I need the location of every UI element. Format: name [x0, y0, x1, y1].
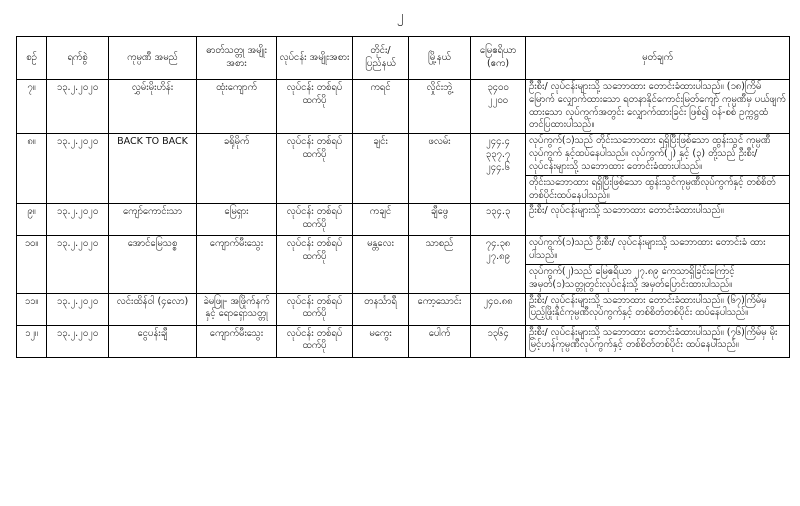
column-header: ရက်စွဲ: [47, 37, 109, 80]
row-number: ၉။: [17, 204, 47, 236]
land-area-value: ၂၄၄.၆: [486, 161, 510, 173]
row-date: ၁၃.၂.၂၀၂၀: [47, 80, 109, 134]
land-area-value: ၁၃၄.၃: [485, 206, 511, 218]
mineral-type: ထုံးကျောက်: [197, 80, 277, 134]
column-header: မြို့နယ်: [409, 37, 471, 80]
land-area: [471, 204, 526, 236]
remark-paragraph: ဦးစီး/ လုပ်ငန်းများသို့ သဘောထား တောင်းခံထားပါသည်။: [529, 205, 724, 217]
township: လှိုင်းဘွဲ့: [409, 80, 471, 134]
column-header: ဓာတ်သတ္တု အမျိုးအစား: [197, 37, 277, 80]
land-area-value: ၇၄.၃၈: [485, 238, 511, 250]
land-area: [471, 134, 526, 204]
region-state: ချင်း: [353, 134, 409, 204]
land-area-value: ၃၄၀၀: [487, 82, 509, 93]
header-row: [17, 37, 790, 80]
remarks: [526, 134, 790, 204]
row-date: ၁၃.၂.၂၀၂၀: [47, 204, 109, 236]
company-name: BACK TO BACK: [109, 134, 197, 204]
company-name: ကျော်ကောင်းသာ: [109, 204, 197, 236]
business-type: လုပ်ငန်း တစ်ရပ်ထက်ပို: [277, 134, 353, 204]
row-date: ၁၃.၂.၂၀၂၀: [47, 325, 109, 357]
land-area-value: ၂၄၀.၈၈: [483, 295, 513, 307]
region-state: တနင်္သာရီ: [353, 293, 409, 325]
township: သာစည်: [409, 236, 471, 293]
region-state: ကရင်: [353, 80, 409, 134]
business-type: လုပ်ငန်း တစ်ရပ်ထက်ပို: [277, 325, 353, 357]
land-area-value: ၃၃၇.၇: [485, 149, 511, 161]
land-area-value: ၁၃၆၄: [487, 327, 509, 339]
table-row: [17, 325, 790, 357]
business-type: လုပ်ငန်း တစ်ရပ်ထက်ပို: [277, 293, 353, 325]
table-row: [17, 293, 790, 325]
column-header: တိုင်း/ ပြည်နယ်: [353, 37, 409, 80]
land-area: [471, 80, 526, 134]
remark-paragraph: ဦးစီး/ လုပ်ငန်းများသို့ သဘောထား တောင်းခံထားပါသည်။ (၇၆)ကြိမ်မှ မိုးမြင့်ဟန်ကုမ္ပဏီလုပ်ကွက်နှင့် တစ်စိတ်တစ်ပိုင်း ထပ်နေပါသည်။: [529, 326, 778, 351]
region-state: ကချင်: [353, 204, 409, 236]
column-header: စဉ်: [17, 37, 47, 80]
remarks: [526, 80, 790, 134]
business-type: လုပ်ငန်း တစ်ရပ်ထက်ပို: [277, 204, 353, 236]
township: ပေါက်: [409, 325, 471, 357]
land-area: [471, 293, 526, 325]
township: ဖလမ်း: [409, 134, 471, 204]
mineral-type: ကျောက်မီးသွေး: [197, 325, 277, 357]
remark-paragraph: ဦးစီး/ လုပ်ငန်းများသို့ သဘောထား တောင်းခံထားပါသည်။ (၁၈)ကြိမ်မြောက် လျှောက်ထားသော ရတနာနိုင်ကောင်းမြတ်ကျော် ကုမ္ပဏီမှ ပယ်ဖျက်ထားသော လုပ်ကွက်အတွင်း လျှောက်ထားခြင်း ဖြစ်၍ ဝန်-စစ် ဥက္ကဋ္ဌထံ တင်ပြထားပါသည်။: [529, 81, 786, 131]
remark-paragraph: ဦးစီး/ လုပ်ငန်းများသို့ သဘောထား တောင်းခံထားပါသည်။ (၆၇)ကြိမ်မှ ပြည့်ဖြိုးနိုင်ကုမ္ပဏီလုပ်ကွက်နှင့် တစ်စိတ်တစ်ပိုင်း ထပ်နေပါသည်။: [529, 294, 767, 319]
row-date: ၁၃.၂.၂၀၂၀: [47, 293, 109, 325]
business-type: လုပ်ငန်း တစ်ရပ်ထက်ပို: [277, 80, 353, 134]
township: ကော့သောင်း: [409, 293, 471, 325]
remark-paragraph: လုပ်ကွက်(၁)သည် တိုင်းသဘောထား ရရှိပြီးဖြစ်သော ထွန်းသွင် ကုမ္ပဏီလုပ်ကွက် နှင့်ထပ်နေပါသည်။ လုပ်ကွက်(၂) နှင့် (၃) တို့သည် ဦးစီး/ လုပ်ငန်းများသို့ သဘောထား တောင်းခံထားပါသည်။: [529, 135, 771, 172]
mining-applications-table: [16, 36, 790, 358]
mineral-type: ခဲမဖြူ- အဖြိုက်နက်နှင့် ရောရှောသတ္တု: [197, 293, 277, 325]
company-name: လင်းထိန်ဝါ (၄လော): [109, 293, 197, 325]
row-number: ၇။: [17, 80, 47, 134]
land-area-value: ၂၂၀၀: [487, 94, 509, 106]
row-number: ၈။: [17, 134, 47, 204]
region-state: မကွေး: [353, 325, 409, 357]
mineral-type: ကျောက်မီးသွေး: [197, 236, 277, 293]
row-date: ၁၃.၂.၂၀၂၀: [47, 236, 109, 293]
land-area-value: ၂၇.၈၉: [486, 251, 510, 263]
row-date: ၁၃.၂.၂၀၂၀: [47, 134, 109, 204]
land-area: [471, 236, 526, 293]
region-state: မန္တလေး: [353, 236, 409, 293]
column-header: မှတ်ချက်: [526, 37, 790, 80]
mineral-type: မြေရှား: [197, 204, 277, 236]
row-number: ၁၂။: [17, 325, 47, 357]
remarks: [526, 236, 790, 293]
table-row: [17, 204, 790, 236]
mineral-type: ခရိုမိုက်: [197, 134, 277, 204]
remark-paragraph: တိုင်းသဘောထား ရရှိပြီးဖြစ်သော ထွန်းသွင်ကုမ္ပဏီလုပ်ကွက်နှင့် တစ်စိတ်တစ်ပိုင်းထပ်နေပါသည်။: [526, 175, 789, 204]
company-name: လွှမ်းမိုးဟိန်း: [109, 80, 197, 134]
remark-paragraph: လုပ်ကွက်(၁)သည် ဦးစီး/ လုပ်ငန်းများသို့ သဘောထား တောင်းခံ ထားပါသည်။: [529, 237, 766, 262]
business-type: လုပ်ငန်း တစ်ရပ်ထက်ပို: [277, 236, 353, 293]
column-header: မြေဧရိယာ (ဧက): [471, 37, 526, 80]
land-area: [471, 325, 526, 357]
remarks: [526, 293, 790, 325]
column-header: လုပ်ငန်း အမျိုးအစား: [277, 37, 353, 80]
remarks: [526, 325, 790, 357]
table-row: [17, 236, 790, 293]
land-area-value: ၂၄၄.၄: [486, 136, 510, 148]
company-name: ငွေပန်းချီ: [109, 325, 197, 357]
table-row: [17, 134, 790, 204]
row-number: ၁၁။: [17, 293, 47, 325]
column-header: ကုမ္ပဏီ အမည်: [109, 37, 197, 80]
row-number: ၁၀။: [17, 236, 47, 293]
table-row: [17, 80, 790, 134]
remarks: [526, 204, 790, 236]
table-body: [17, 80, 790, 358]
page-number: ၂: [396, 9, 404, 24]
remark-paragraph: လုပ်ကွက်(၂)သည် မြေဧရိယာ ၂၇.၈၉ ကေသာရှိခြင်းကြောင့် အမှတ်(၁)သတ္တုတွင်းလုပ်ငန်းသို့ အမှတ်ပြောင်းထားပါသည်။: [526, 264, 789, 293]
township: ချီဖွေ: [409, 204, 471, 236]
company-name: အောင်မြေသစ္စ: [109, 236, 197, 293]
